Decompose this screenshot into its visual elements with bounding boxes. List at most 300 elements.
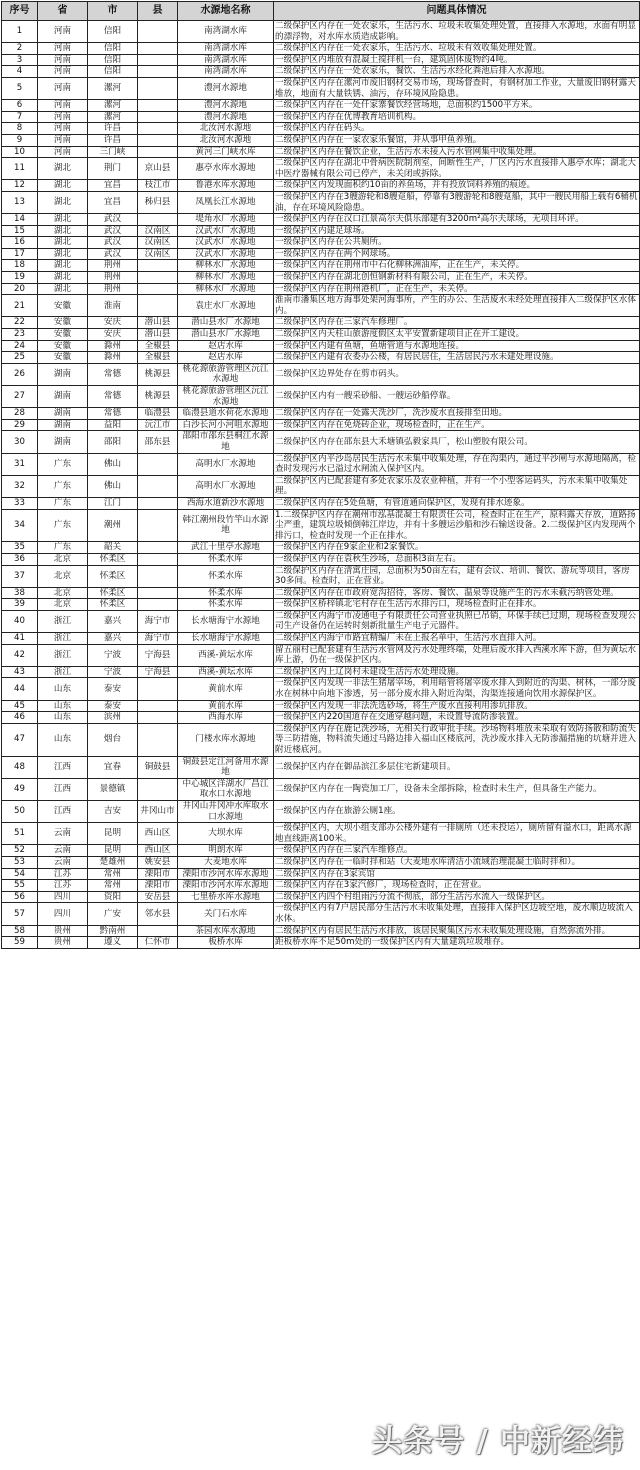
city-cell: 常州 [88,868,138,880]
problem-detail-cell: 二级保护区内存在市政府宽沟招待，客房、餐饮、温泉等设施产生的污水未截污纳管处理。 [274,587,640,599]
water-source-name-cell: 七里桥水库水源地 [178,891,274,903]
problem-detail-cell: 留五丽村已配套建有生活污水管网及污水处理终端，处理后废水排入西溪水库下游，但为黄坛水库上游，仍在一级保护区内。 [274,644,640,666]
problem-detail-cell: 一级保护区内存在免烧砖企业，现场检查时，正在生产。 [274,419,640,431]
water-source-name-cell: 桃花源旅游管理区沅江水源地 [178,363,274,385]
county-cell [138,453,178,475]
city-cell: 荆州 [88,272,138,284]
province-cell: 湖北 [38,214,88,226]
row-number-cell: 13 [2,191,38,213]
problem-detail-cell: 一级保护区内发现一非法洗选砂场，将生产废水直接利用渗坑排放。 [274,700,640,712]
problem-detail-cell: 一级保护区内有7户居民部分生活污水未收集处理，直接排入保护区边坡空地，废水顺边坡流入水体。 [274,903,640,925]
province-cell: 河南 [38,43,88,55]
water-source-name-cell: 大坝水库 [178,823,274,845]
water-source-name-cell: 柳林水厂水源地 [178,260,274,272]
county-cell: 海宁市 [138,610,178,632]
water-source-name-cell: 南湾湖水库 [178,66,274,78]
table-row [2,295,640,317]
problem-detail-cell: 一级保护区内发现一非法生猪屠宰场，利用暗管将屠宰废水排入到附近的沟渠、树林，一部分废水在树林中向地下渗透，另一部分废水排入附近沟渠，沟渠连接通向饮用水源保护区。 [274,678,640,700]
water-source-name-cell: 怀柔水库 [178,587,274,599]
province-cell: 江西 [38,778,88,800]
column-header: 县 [138,2,178,21]
province-cell: 河南 [38,134,88,146]
city-cell: 嘉兴 [88,633,138,645]
problem-detail-cell: 一级保护区内，大坝小组支部办公楼外建有一排厕所（还未投运），厕所留有溢水口，距离水源地直线距离100米。 [274,823,640,845]
table-row [2,666,640,678]
city-cell: 宜春 [88,756,138,778]
problem-detail-cell: 一级保护区内存在优博教育培训机构。 [274,111,640,123]
city-cell: 荆州 [88,260,138,272]
problem-detail-cell: 二级保护区内存在3家汽修厂，现场检查时，正在营业。 [274,880,640,892]
problem-detail-cell: 一级保护区内建有鱼塘，鱼塘管道与水源地连接。 [274,340,640,352]
row-number-cell: 8 [2,123,38,135]
province-cell: 山东 [38,700,88,712]
county-cell: 沅江市 [138,419,178,431]
column-header: 问题具体情况 [274,2,640,21]
city-cell: 信阳 [88,21,138,43]
table-row [2,158,640,180]
water-source-name-cell: 赵店水库 [178,340,274,352]
row-number-cell: 54 [2,868,38,880]
city-cell: 佛山 [88,453,138,475]
row-number-cell: 43 [2,666,38,678]
province-cell: 广东 [38,509,88,542]
county-cell: 京山县 [138,158,178,180]
city-cell: 宁波 [88,666,138,678]
problem-detail-cell: 二级保护区内有居民生活污水排放，该居民聚集区污水未收集处理设施，自然弥流外排。 [274,925,640,937]
water-source-name-cell: 邵阳市邵东县桐江水源地 [178,431,274,453]
province-cell: 云南 [38,856,88,868]
province-cell: 河南 [38,21,88,43]
table-row [2,542,640,554]
table-row [2,475,640,497]
problem-detail-cell: 二级保护区内海宁市凌通电子有限责任公司营业执照已吊销，环保手续已过期，现场检查发现公司生产设备仍在运转时刻新批量生产电子元器件。 [274,610,640,632]
province-cell: 湖北 [38,225,88,237]
province-cell: 河南 [38,123,88,135]
province-cell: 河南 [38,111,88,123]
problem-detail-cell: 一级保护区内220国道存在交通穿越问题，未设置导流防渗装置。 [274,712,640,724]
province-cell: 湖北 [38,248,88,260]
table-row [2,419,640,431]
row-number-cell: 3 [2,54,38,66]
county-cell [138,214,178,226]
problem-detail-cell: 二级保护区内存在三家汽车修理厂。 [274,317,640,329]
province-cell: 广东 [38,475,88,497]
province-cell: 河南 [38,100,88,112]
county-cell [138,542,178,554]
problem-detail-cell: 二级保护区内存在一处露天洗沙厂，洗沙废水直接排至田地。 [274,408,640,420]
problem-detail-cell: 一级保护区内存在码头。 [274,123,640,135]
row-number-cell: 36 [2,553,38,565]
table-row [2,352,640,364]
water-source-name-cell: 堤角水厂水源地 [178,214,274,226]
province-cell: 浙江 [38,610,88,632]
province-cell: 湖南 [38,386,88,408]
province-cell: 云南 [38,823,88,845]
problem-detail-cell: 一级保护区桥梓镇北宅村存在生活污水排污口，现场检查时正在排水。 [274,599,640,611]
water-source-name-cell: 关门石水库 [178,903,274,925]
row-number-cell: 44 [2,678,38,700]
province-cell: 河南 [38,146,88,158]
county-cell: 安岳县 [138,891,178,903]
water-source-name-cell: 澧河水源地 [178,100,274,112]
city-cell: 安庆 [88,329,138,341]
county-cell [138,146,178,158]
table-row [2,903,640,925]
row-number-cell: 47 [2,723,38,756]
province-cell: 安徽 [38,295,88,317]
county-cell: 枝江市 [138,180,178,192]
water-source-name-cell: 汉武水厂水源地 [178,225,274,237]
city-cell: 宜昌 [88,180,138,192]
row-number-cell: 18 [2,260,38,272]
problem-detail-cell: 一级保护区内存在荆州港机厂，正在生产，未关停。 [274,283,640,295]
row-number-cell: 25 [2,352,38,364]
city-cell: 江门 [88,497,138,509]
table-row [2,363,640,385]
problem-detail-cell: 二级保护区内存在御品滨江多层住宅新建项目。 [274,756,640,778]
table-row [2,925,640,937]
county-cell: 潜山县 [138,329,178,341]
row-number-cell: 59 [2,937,38,949]
problem-detail-cell: 二级保护区内存在邵东县大禾塘镇弘毅家具厂，松山塑胶有限公司。 [274,431,640,453]
water-source-name-cell: 门楼水库水源地 [178,723,274,756]
table-row [2,260,640,272]
row-number-cell: 52 [2,845,38,857]
county-cell: 井冈山市 [138,800,178,822]
county-cell: 桃源县 [138,363,178,385]
row-number-cell: 21 [2,295,38,317]
province-cell: 江西 [38,756,88,778]
city-cell: 常德 [88,363,138,385]
table-row [2,633,640,645]
table-row [2,856,640,868]
water-source-name-cell: 汉武水厂水源地 [178,237,274,249]
city-cell: 昆明 [88,823,138,845]
province-cell: 浙江 [38,666,88,678]
city-cell: 景德镇 [88,778,138,800]
city-cell: 邵阳 [88,431,138,453]
county-cell: 全椒县 [138,340,178,352]
county-cell [138,587,178,599]
city-cell: 常州 [88,880,138,892]
problem-detail-cell: 二级保护区内存在鹿记洗沙场，无相关行政审批手续。沙场物料堆放未采取有效防扬散和防流失等三防措施，物料流失通过马路边排入福山区楼底河，洗沙废水排入无防渗漏措施的坑塘并进入附近楼底河。 [274,723,640,756]
province-cell: 湖南 [38,431,88,453]
city-cell: 滁州 [88,340,138,352]
table-row [2,823,640,845]
table-row [2,756,640,778]
row-number-cell: 16 [2,237,38,249]
province-cell: 北京 [38,565,88,587]
problem-detail-cell: 一级保护区内存在汉口江景高尔夫俱乐部建有3200m²高尔夫球场，无项目环评。 [274,214,640,226]
county-cell: 汉南区 [138,248,178,260]
water-source-name-cell: 铜鼓县定江河备用水源地 [178,756,274,778]
table-row [2,191,640,213]
problem-detail-cell: 二级保护区内存在一处农家乐，餐饮、生活污水经化粪池后排入水源地。 [274,66,640,78]
city-cell: 漯河 [88,111,138,123]
problem-detail-cell: 二级保护区内已配套建有多处农家乐及农业种植，并有一个小型客运码头，污水未集中收集处理。 [274,475,640,497]
problem-detail-cell: 二级保护区内发现面积约10亩的养鱼场，并有投放饲料养殖的痕迹。 [274,180,640,192]
province-cell: 四川 [38,903,88,925]
city-cell: 漯河 [88,100,138,112]
city-cell: 漯河 [88,77,138,99]
table-row [2,937,640,949]
row-number-cell: 49 [2,778,38,800]
county-cell: 秭归县 [138,191,178,213]
row-number-cell: 51 [2,823,38,845]
row-number-cell: 31 [2,453,38,475]
water-source-name-cell: 黄河三门峡水库 [178,146,274,158]
water-source-name-cell: 怀柔水库 [178,565,274,587]
water-source-name-cell: 黄前水库 [178,678,274,700]
county-cell [138,565,178,587]
water-source-name-cell: 惠亭水库水源地 [178,158,274,180]
water-source-name-cell: 桃花源旅游管理区沅江水源地 [178,386,274,408]
water-source-name-cell: 柳林水厂水源地 [178,283,274,295]
row-number-cell: 22 [2,317,38,329]
water-source-name-cell: 西海水库 [178,712,274,724]
city-cell: 怀柔区 [88,587,138,599]
water-source-name-cell: 潜山县水厂水源地 [178,329,274,341]
water-source-name-cell: 澧河水源地 [178,111,274,123]
row-number-cell: 20 [2,283,38,295]
problem-detail-cell: 二级保护区内海宁市路宜精编厂未在上报名单中，生活污水直排入河。 [274,633,640,645]
row-number-cell: 27 [2,386,38,408]
province-cell: 河南 [38,77,88,99]
water-source-name-cell: 西海水道新沙水源地 [178,497,274,509]
city-cell: 武汉 [88,214,138,226]
province-cell: 河南 [38,54,88,66]
county-cell [138,475,178,497]
county-cell: 姚安县 [138,856,178,868]
city-cell: 武汉 [88,248,138,260]
county-cell [138,272,178,284]
table-row [2,891,640,903]
province-cell: 湖北 [38,158,88,180]
city-cell: 武汉 [88,225,138,237]
county-cell: 宁海县 [138,644,178,666]
city-cell: 黔南州 [88,925,138,937]
city-cell: 许昌 [88,134,138,146]
row-number-cell: 56 [2,891,38,903]
water-source-name-cell: 黄前水库 [178,700,274,712]
province-cell: 安徽 [38,317,88,329]
table-row [2,553,640,565]
problem-detail-cell: 一级保护区内存在公共厕所。 [274,237,640,249]
table-row [2,134,640,146]
table-row [2,778,640,800]
county-cell: 汉南区 [138,225,178,237]
water-source-name-cell: 长水塘海宁水源地 [178,633,274,645]
row-number-cell: 4 [2,66,38,78]
column-header: 省 [38,2,88,21]
county-cell [138,509,178,542]
city-cell: 佛山 [88,475,138,497]
province-cell: 江苏 [38,868,88,880]
table-row [2,587,640,599]
water-source-name-cell: 凤凰长江水源地 [178,191,274,213]
table-row [2,283,640,295]
province-cell: 江苏 [38,880,88,892]
water-source-name-cell: 澧河水源地 [178,77,274,99]
water-source-name-cell: 白沙长河小河咀水源地 [178,419,274,431]
problem-detail-cell: 二级保护区内存在一临时拌和站（大麦地水库清洁小流域治理混凝土临时拌和）。 [274,856,640,868]
row-number-cell: 39 [2,599,38,611]
water-source-name-cell: 武江十里亭水源地 [178,542,274,554]
city-cell: 滨州 [88,712,138,724]
city-cell: 泰安 [88,700,138,712]
problem-detail-cell: 一级保护区内存在袁秋生沙场，总面积3亩左右。 [274,553,640,565]
water-source-name-cell: 大麦地水库 [178,856,274,868]
problem-detail-cell: 距板桥水库不足50m处的一级保护区内有大量建筑垃圾堆存。 [274,937,640,949]
row-number-cell: 29 [2,419,38,431]
row-number-cell: 45 [2,700,38,712]
problem-detail-cell: 二级保护区内存在一处农家乐，生活污水、垃圾未有效收集处理处置。 [274,43,640,55]
table-row [2,111,640,123]
row-number-cell: 14 [2,214,38,226]
row-number-cell: 38 [2,587,38,599]
water-source-name-cell: 汉武水厂水源地 [178,248,274,260]
province-cell: 江西 [38,800,88,822]
province-cell: 湖南 [38,408,88,420]
problem-detail-cell: 二级保护区内天柱山旅游度假区太平安置新建项目正在开工建设。 [274,329,640,341]
province-cell: 湖北 [38,260,88,272]
row-number-cell: 23 [2,329,38,341]
row-number-cell: 17 [2,248,38,260]
province-cell: 山东 [38,678,88,700]
problem-detail-cell: 一级保护区内存在三家汽车维修点。 [274,845,640,857]
table-row [2,565,640,587]
water-source-name-cell: 溧阳市沙河水库水源地 [178,868,274,880]
county-cell: 汉南区 [138,237,178,249]
city-cell: 荆州 [88,283,138,295]
county-cell: 邻水县 [138,903,178,925]
problem-detail-cell: 一级保护区内存在湖北创恒钢新材料有限公司，正在生产，未关停。 [274,272,640,284]
city-cell: 怀柔区 [88,565,138,587]
county-cell [138,678,178,700]
county-cell: 宁海县 [138,666,178,678]
problem-detail-cell: 1.二级保护区内存在潮州市泓基混凝土有限责任公司，检查时正在生产，原料露天存放，道路扬尘严重，建筑垃圾倾倒韩江岸边，并有十多艘运沙船和沙石输送设备。2.二级保护区内发现两个排污口，检查时发现一个正在排水。 [274,509,640,542]
row-number-cell: 33 [2,497,38,509]
province-cell: 湖南 [38,419,88,431]
city-cell: 泰安 [88,678,138,700]
city-cell: 遵义 [88,937,138,949]
city-cell: 昆明 [88,845,138,857]
water-source-name-cell: 怀柔水库 [178,599,274,611]
water-source-name-cell: 北汝河水源地 [178,134,274,146]
county-cell [138,54,178,66]
row-number-cell: 19 [2,272,38,284]
row-number-cell: 46 [2,712,38,724]
county-cell [138,723,178,756]
problem-detail-cell: 二级保护区内存在5处鱼塘，有管道通向保护区，发现有排水迹象。 [274,497,640,509]
row-number-cell: 24 [2,340,38,352]
table-row [2,610,640,632]
table-row [2,340,640,352]
problem-detail-cell: 一级保护区内存在9家企业和2家餐饮。 [274,542,640,554]
city-cell: 楚雄州 [88,856,138,868]
county-cell [138,43,178,55]
city-cell: 嘉兴 [88,610,138,632]
province-cell: 安徽 [38,352,88,364]
problem-detail-cell: 一级保护区内存在3艘游轮和8艘趸船，停靠有3艘游轮和8艘趸船，其中一艘民用船上载有6桶机油，存在环境风险隐患。 [275,191,638,213]
county-cell [138,260,178,272]
row-number-cell: 57 [2,903,38,925]
problem-detail-cell: 二级保护区内存在一陶瓷加工厂，设备未全部拆除，检查时未生产，但具备生产能力。 [274,778,640,800]
column-header: 水源地名称 [178,2,274,21]
city-cell: 怀柔区 [88,553,138,565]
table-row [2,868,640,880]
problem-detail-cell: 二级保护区内建有农委办公楼，有居民居住，生活居民污水未建处理设施。 [274,352,640,364]
problem-detail-cell: 二级保护区内上辽岗村未建设生活污水处理设施。 [274,666,640,678]
row-number-cell: 35 [2,542,38,554]
province-cell: 湖北 [38,180,88,192]
water-source-name-cell: 鲁港水库水源地 [178,180,274,192]
city-cell: 烟台 [88,723,138,756]
county-cell [138,497,178,509]
water-source-name-cell: 西溪-黄坛水库 [178,644,274,666]
problem-detail-cell: 二级保护区内存在3家宾馆 [274,868,640,880]
city-cell: 荆门 [88,158,138,180]
row-number-cell: 34 [2,509,38,542]
county-cell [138,295,178,317]
county-cell [138,123,178,135]
water-source-name-cell: 板桥水库 [178,937,274,949]
row-number-cell: 9 [2,134,38,146]
row-number-cell: 2 [2,43,38,55]
county-cell: 西山区 [138,845,178,857]
county-cell [138,100,178,112]
city-cell: 潮州 [88,509,138,542]
table-row [2,845,640,857]
table-row [2,54,640,66]
column-header: 序号 [2,2,38,21]
province-cell: 广东 [38,453,88,475]
row-number-cell: 40 [2,610,38,632]
county-cell [138,925,178,937]
table-row [2,225,640,237]
column-header: 市 [88,2,138,21]
problem-detail-cell: 二级保护区内存在清寓庄园，总面积为50亩左右，建有会议、培训、餐饮、游玩等项目，客房30多间。检查时，正在营业。 [274,565,640,587]
table-row [2,214,640,226]
city-cell: 淮南 [88,295,138,317]
problem-detail-cell: 一级保护区内存在荆州市中石化柳林洲油库，正在生产，未关停。 [274,260,640,272]
county-cell [138,599,178,611]
county-cell: 仁怀市 [138,937,178,949]
county-cell: 全椒县 [138,352,178,364]
water-source-name-cell: 西溪-黄坛水库 [178,666,274,678]
county-cell [138,778,178,800]
problem-detail-cell: 二级保护区边界处存在剪市码头。 [274,363,640,385]
table-row [2,180,640,192]
table-row [2,386,640,408]
problem-detail-cell: 二级保护区内存在一家农家乐餐馆，并从事甲鱼养殖。 [274,134,640,146]
problem-detail-cell: 一级保护区内堆放有混凝土搅拌机一台，建筑固体废物约4吨。 [274,54,640,66]
water-source-name-cell: 怀柔水库 [178,553,274,565]
problem-detail-cell: 一级保护区内存在漯河市废旧钢材交易市场，现场督查时，有钢材加工作业，大量废旧钢材露天堆放，地面有大量铁锈、油污，存环境风险隐患。 [274,77,640,99]
row-number-cell: 10 [2,146,38,158]
row-number-cell: 32 [2,475,38,497]
city-cell: 信阳 [88,54,138,66]
row-number-cell: 50 [2,800,38,822]
problem-detail-cell: 二级保护区内存在一处仟家寨餐饮经营场地，总面积约1500平方米。 [274,100,640,112]
table-row [2,77,640,99]
table-row [2,237,640,249]
province-cell: 浙江 [38,644,88,666]
water-source-name-cell: 溧阳市沙河水库水源地 [178,880,274,892]
county-cell: 潜山县 [138,317,178,329]
problem-detail-cell: 二级保护区内存在湖北中骨病医院制剂室，间断性生产，厂区内污水直接排入惠亭水库；湖北大中医疗器械有限公司已停产，未关闭或拆除。 [274,158,640,180]
province-cell: 云南 [38,845,88,857]
